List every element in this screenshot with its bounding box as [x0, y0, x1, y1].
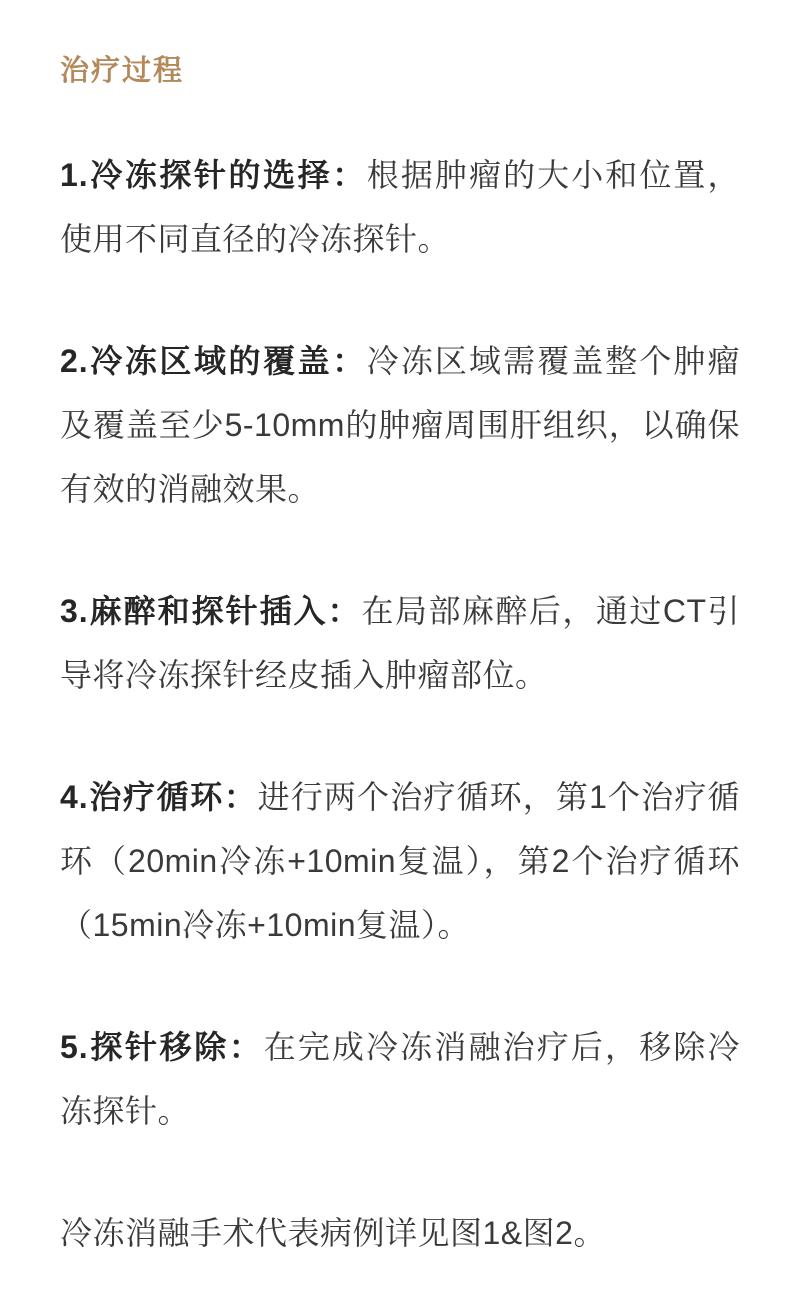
treatment-step-2	[60, 329, 740, 521]
treatment-step-3	[60, 579, 740, 707]
step-4-label: 4.治疗循环：	[60, 779, 258, 815]
treatment-step-5	[60, 1015, 740, 1143]
step-5-text: 在完成冷冻消融治疗后，移除冷冻探针。	[60, 1029, 740, 1129]
treatment-step-4	[60, 765, 740, 957]
step-1-label: 1.冷冻探针的选择：	[60, 157, 367, 193]
section-title: 治疗过程	[60, 55, 185, 87]
step-3-label: 3.麻醉和探针插入：	[60, 593, 362, 629]
footer-note: 冷冻消融手术代表病例详见图1&图2。	[60, 1215, 606, 1251]
step-1-text: 根据肿瘤的大小和位置，使用不同直径的冷冻探针。	[60, 157, 740, 257]
step-2-label: 2.冷冻区域的覆盖：	[60, 343, 367, 379]
step-3-text: 在局部麻醉后，通过CT引导将冷冻探针经皮插入肿瘤部位。	[60, 593, 740, 693]
step-5-label: 5.探针移除：	[60, 1029, 264, 1065]
treatment-step-1	[60, 143, 740, 271]
step-2-text: 冷冻区域需覆盖整个肿瘤及覆盖至少5-10mm的肿瘤周围肝组织，以确保有效的消融效果。	[60, 343, 740, 507]
step-4-text: 进行两个治疗循环，第1个治疗循环（20min冷冻+10min复温），第2个治疗循环（15min冷冻+10min复温）。	[60, 779, 740, 943]
